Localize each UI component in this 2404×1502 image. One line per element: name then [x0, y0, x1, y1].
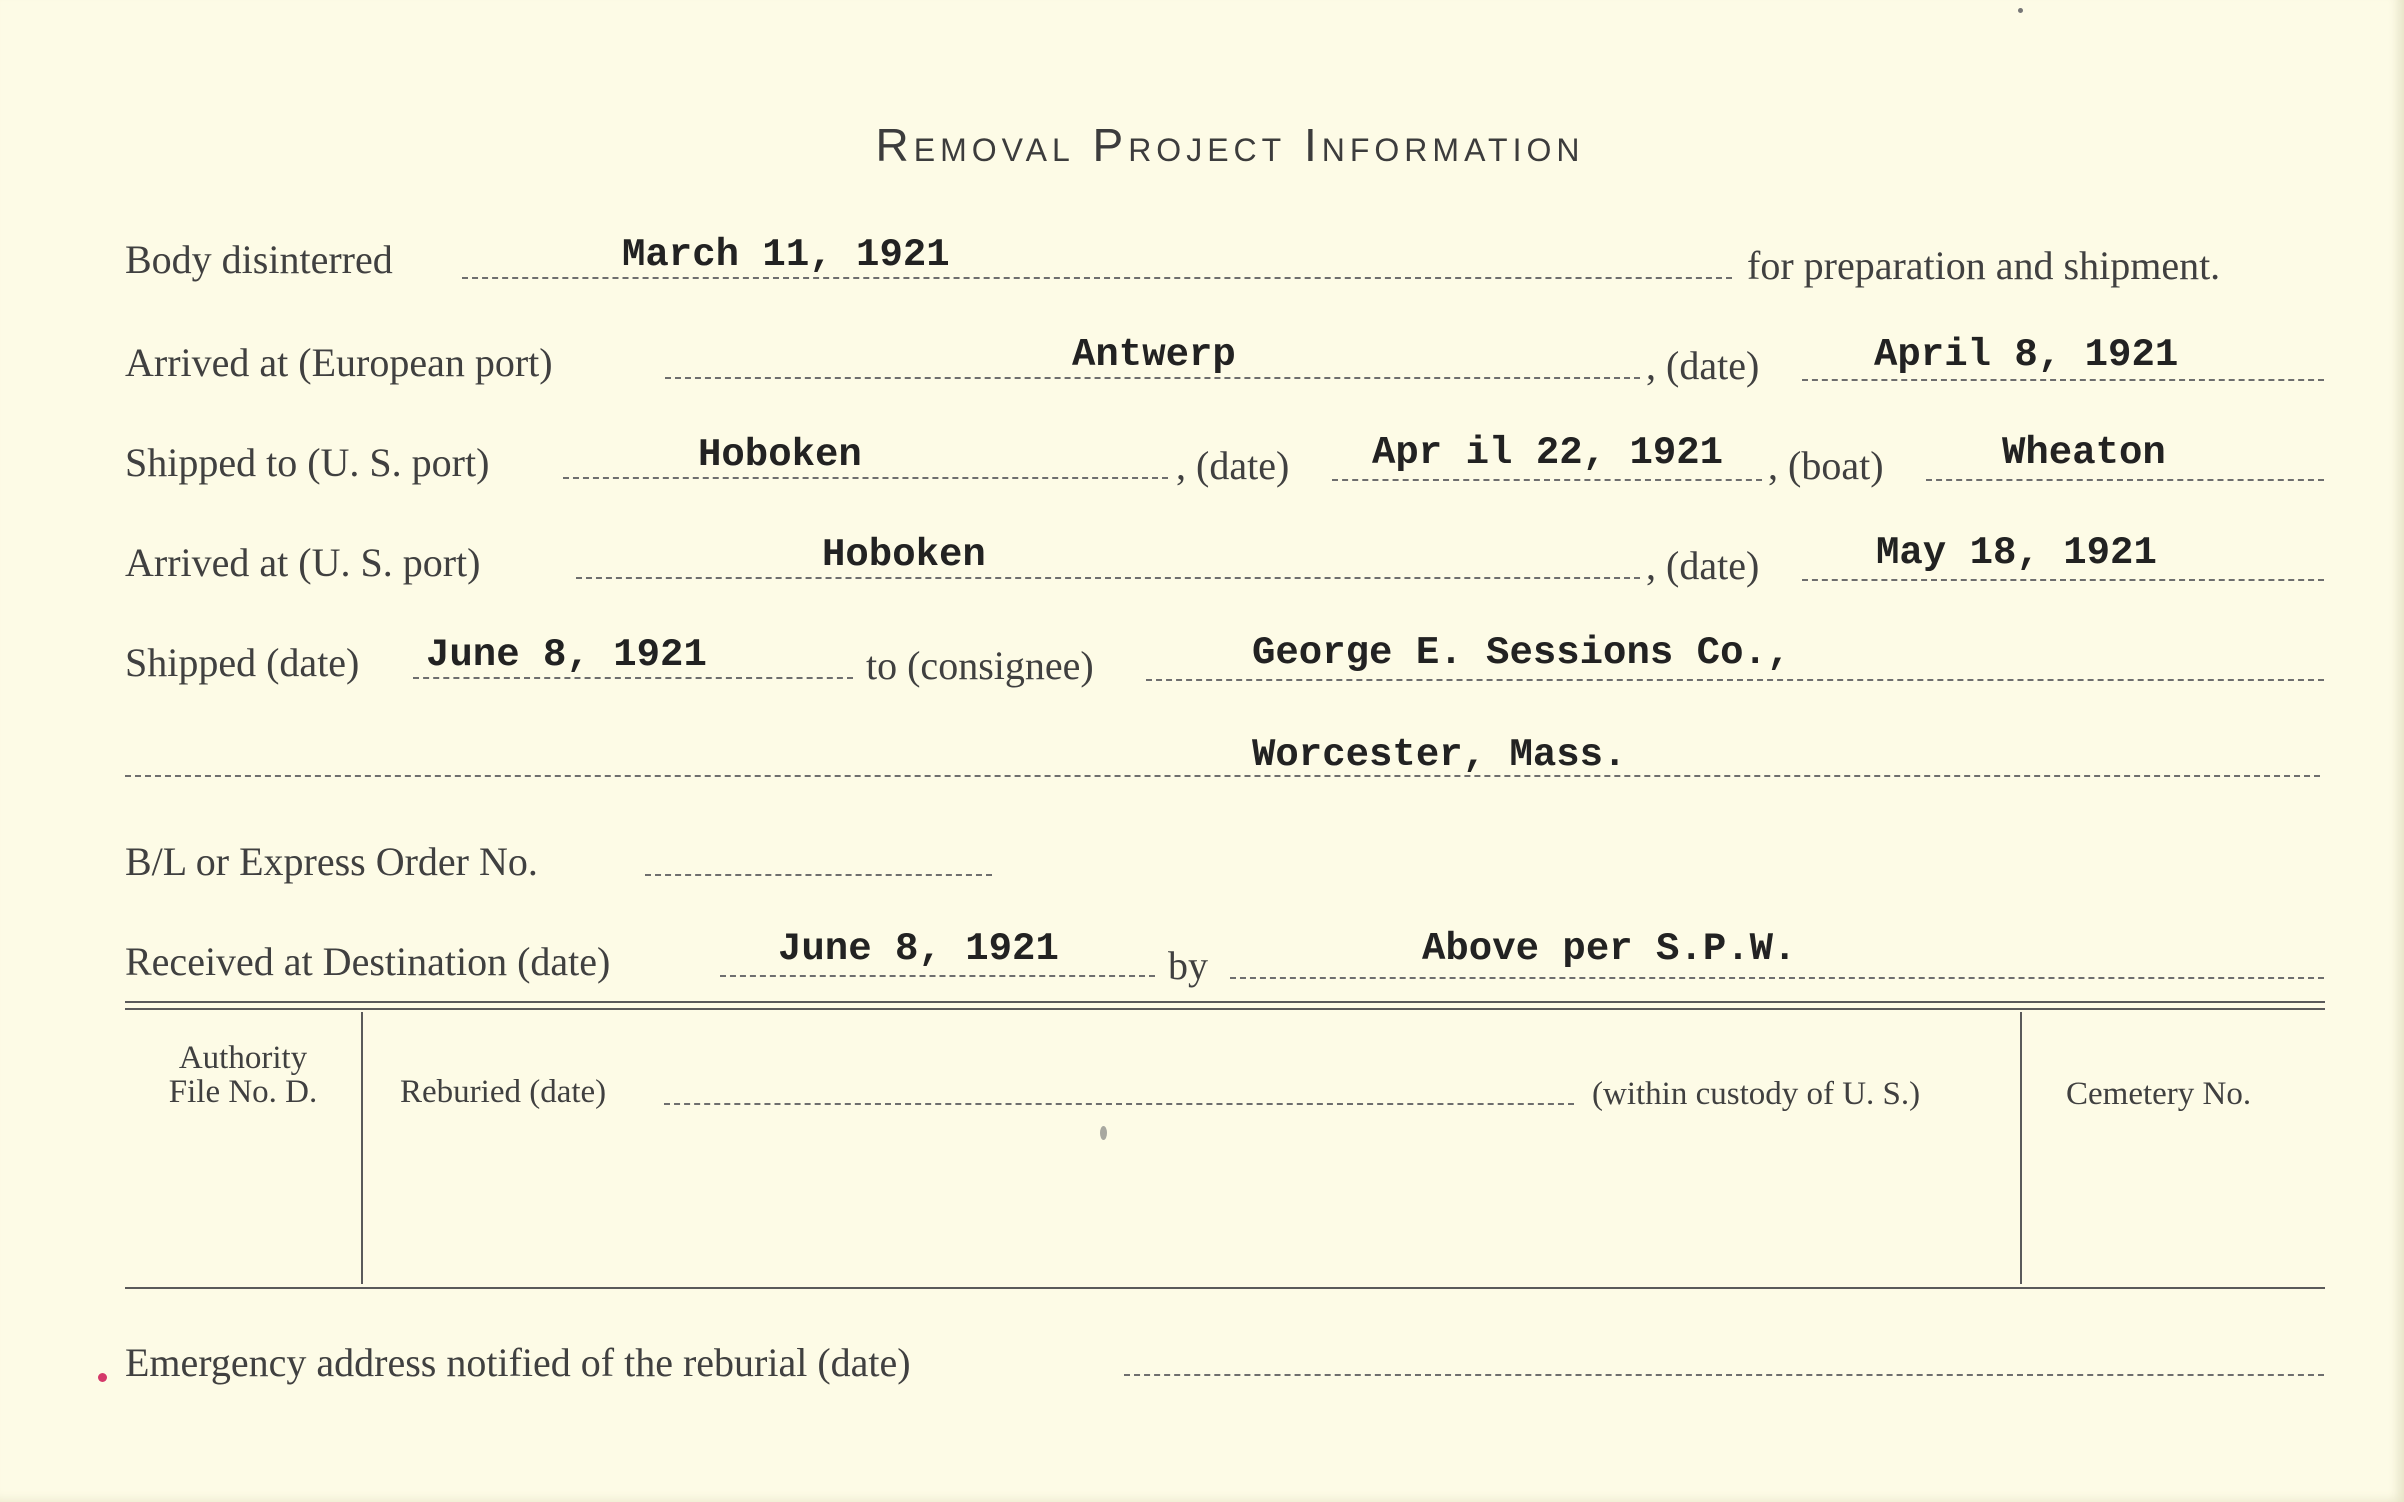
shipped-to-boat: Wheaton — [2002, 431, 2166, 475]
consignee-address: Worcester, Mass. — [1252, 733, 1627, 777]
reburied-label: Reburied (date) — [400, 1074, 607, 1110]
shipped-to-date-label: , (date) — [1176, 443, 1290, 488]
arrived-us-date-line — [1802, 579, 2324, 581]
received-by: Above per S.P.W. — [1422, 927, 1797, 971]
received-by-line — [1230, 977, 2324, 979]
column-divider-right — [2020, 1012, 2022, 1284]
received-by-label: by — [1168, 943, 1208, 988]
paper-mark — [1100, 1126, 1107, 1140]
ink-speck — [98, 1373, 107, 1382]
authority-line-1: Authority — [178, 1040, 308, 1076]
section-rule-bottom — [125, 1287, 2325, 1289]
arrived-european-date: April 8, 1921 — [1874, 333, 2179, 377]
reburied-suffix: (within custody of U. S.) — [1592, 1076, 1921, 1112]
bl-order-line — [645, 874, 992, 876]
column-divider-left — [361, 1012, 363, 1284]
received-date: June 8, 1921 — [778, 927, 1059, 971]
paper-mark-top — [2018, 8, 2023, 13]
shipped-date: June 8, 1921 — [426, 633, 707, 677]
shipped-to-label: Shipped to (U. S. port) — [125, 440, 490, 485]
shipped-date-line — [413, 677, 853, 679]
body-disinterred-suffix: for preparation and shipment. — [1747, 243, 2221, 288]
consignee-name: George E. Sessions Co., — [1252, 631, 1791, 675]
shipped-date-label: Shipped (date) — [125, 640, 360, 685]
arrived-us-label: Arrived at (U. S. port) — [125, 540, 481, 585]
arrived-us-port-line — [576, 577, 1640, 579]
arrived-european-port: Antwerp — [1072, 333, 1236, 377]
consignee-label: to (consignee) — [866, 643, 1094, 688]
section-rule-top — [125, 1001, 2325, 1003]
received-date-line — [720, 975, 1155, 977]
shipped-to-date-line — [1332, 479, 1762, 481]
shipped-to-port-line — [563, 477, 1168, 479]
bl-order-label: B/L or Express Order No. — [125, 839, 538, 884]
shipped-to-boat-label: , (boat) — [1768, 443, 1884, 488]
consignee-line-2 — [125, 775, 2320, 777]
shipped-to-boat-line — [1926, 479, 2324, 481]
consignee-line-1 — [1146, 679, 2324, 681]
body-disinterred-label: Body disinterred — [125, 237, 393, 282]
emergency-label: Emergency address notified of the reburial (date) — [125, 1340, 911, 1385]
shipped-to-port: Hoboken — [698, 433, 862, 477]
authority-line-2: File No. D. — [168, 1074, 318, 1110]
body-disinterred-line — [462, 277, 1732, 279]
section-rule-top-2 — [125, 1008, 2325, 1010]
shipped-to-date: Apr il 22, 1921 — [1372, 431, 1724, 475]
arrived-european-date-line — [1802, 379, 2324, 381]
arrived-european-port-line — [665, 377, 1640, 379]
cemetery-label: Cemetery No. — [2066, 1076, 2252, 1112]
emergency-line — [1124, 1374, 2324, 1376]
arrived-us-port: Hoboken — [822, 533, 986, 577]
card-title: Removal Project Information — [875, 119, 1585, 171]
arrived-us-date: May 18, 1921 — [1876, 531, 2157, 575]
arrived-european-label: Arrived at (European port) — [125, 340, 553, 385]
body-disinterred-value: March 11, 1921 — [622, 233, 950, 277]
arrived-us-date-label: , (date) — [1646, 543, 1760, 588]
received-label: Received at Destination (date) — [125, 939, 611, 984]
reburied-line — [664, 1103, 1574, 1105]
arrived-european-date-label: , (date) — [1646, 343, 1760, 388]
